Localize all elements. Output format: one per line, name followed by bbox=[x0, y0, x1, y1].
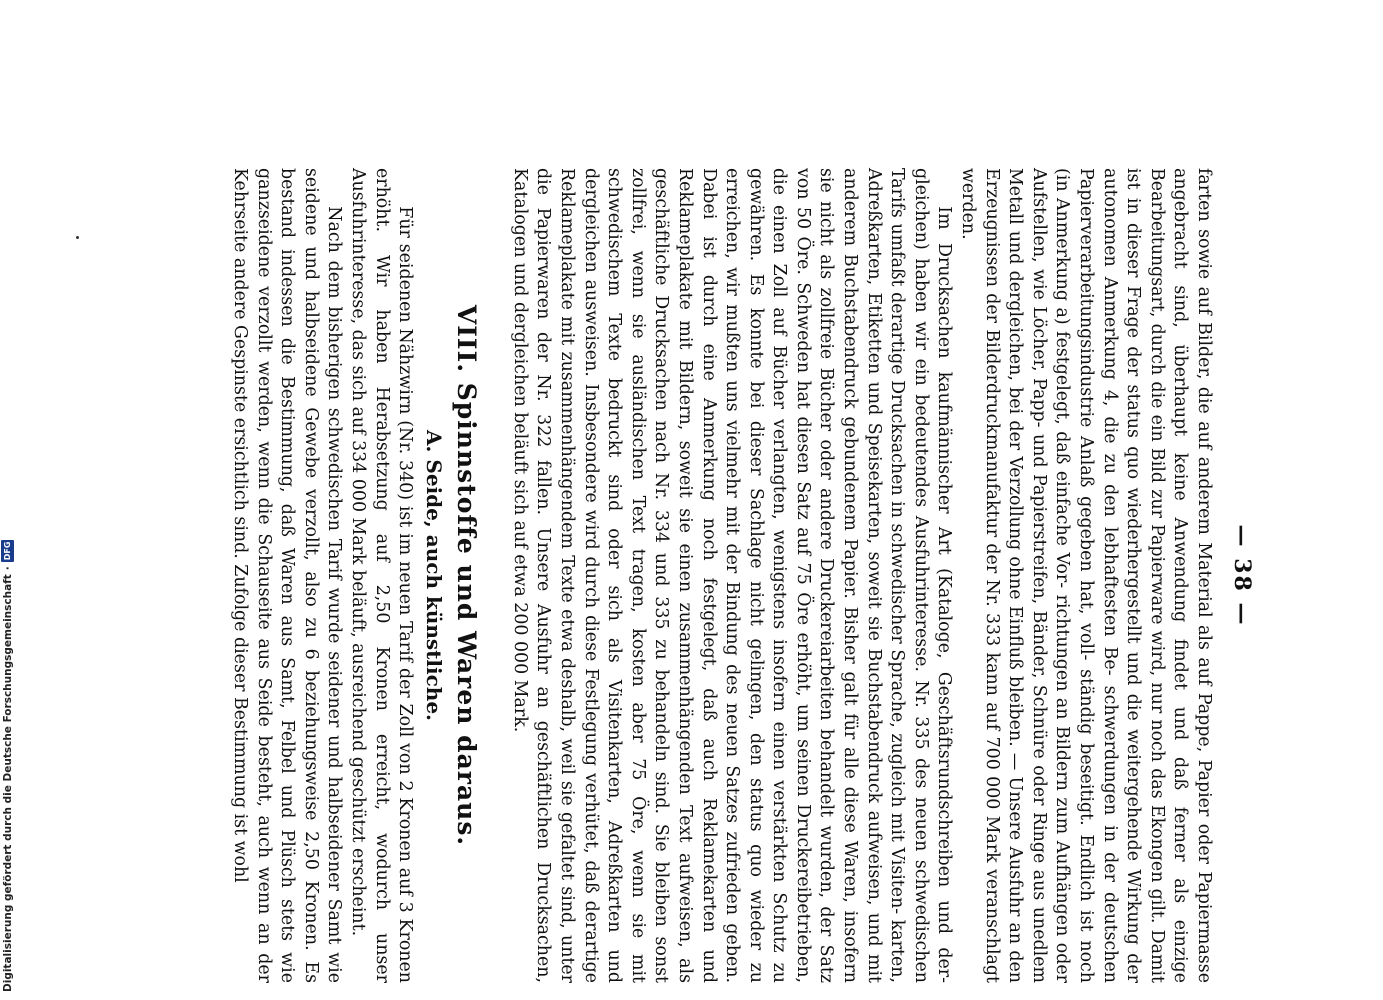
digitization-note: Digitalisierung gefördert durch die Deutsche Forschungsgemeinschaft bbox=[1, 574, 14, 992]
scanned-page bbox=[165, 168, 1255, 983]
subsection-heading: A. Seide, auch künstliche. bbox=[422, 429, 447, 722]
paragraph-naehzwirn: Für seidenen Nähzwirn (Nr. 340) ist im neuen Tarif der Zoll von 2 Kronen auf 3 Kronen erhöht. Wir haben Herabsetzung auf 2,50 Kronen erreicht, wodurch unser Ausfuhrinteresse, das sich auf 334 000 Mark beläuft, ausreichend geschützt erscheint. bbox=[348, 168, 416, 983]
paragraph-drucksachen: Im Drucksachen kaufmännischer Art (Kataloge, Geschäftsrundschreiben und der- gleichen) haben wir ein bedeutendes Ausfuhrinteresse. Nr. 335 des neuen schwedischen Tarifs umfaßt derartige Drucksachen in schwedischer Sprache, zugleich mit Visiten- karten, Adreßkarten, Etiketten und Speisekarten, soweit sie Buchstabendruck aufweisen, und mit anderem Buchstabendruck gebundenem Papier. Bisher galt für alle diese Waren, insofern sie nicht als zollfreie Bücher oder andere Druckereiarbeiten behandelt wurden, der Satz von 50 Öre. Schweden hat diesen Satz auf 75 Öre erhöht, um seinen Druckereibetrieben, die einen Zoll auf Bücher verlangten, wenigstens insofern einen verstärkten Schutz zu gewähren. Es konnte bei dieser Sachlage nicht gelingen, den status quo wieder zu erreichen, wir mußten uns vielmehr mit der Bindung des neuen Satzes zufrieden geben. Dabei ist durch eine Anmerkung noch festgelegt, daß auch Reklamekarten und Reklameplakate mit Bildern, soweit sie einen zusammenhängenden Text aufweisen, als geschäftliche Drucksachen nach Nr. 334 und 335 zu behandeln sind. Sie bleiben sonst zollfrei, wenn sie ausländischen Text tragen, kosten aber 75 Öre, wenn sie mit schwedischem Texte bedruckt sind oder sich als Visitenkarten, Adreßkarten und dergleichen ausweisen. Insbesondere wird durch diese Festlegung verhütet, daß derartige Reklameplakate mit zusammenhängendem Texte etwa deshalb, weil sie gefaltet sind, unter die Papierwaren der Nr. 322 fallen. Unsere Ausfuhr an geschäftlichen Drucksachen, Katalogen und dergleichen beläuft sich auf etwa 200 000 Mark. bbox=[509, 168, 955, 983]
scan-speck bbox=[76, 236, 79, 239]
paragraph-continuation: farten sowie auf Bilder, die auf anderem Material als auf Pappe, Papier oder Papiermasse angebracht sind, überhaupt keine Anwendung findet und daß ferner als einzige Bearbeitungsart, durch die ein Bild zur Papierware wird, nur noch das Ekongen gilt. Damit ist in dieser Frage der status quo wiederhergestellt und die weitergehende Wirkung der autonomen Anmerkung 4, die zu den lebhaftesten Be- schwerdungen in der deutschen Papierverarbeitungsindustrie Anlaß gegeben hat, voll- ständig beseitigt. Endlich ist noch (in Anmerkung a) festgelegt, daß einfache Vor- richtungen an Bildern zum Aufhängen oder Aufstellen, wie Löcher, Papp- und Papierstreifen, Bänder, Schnüre oder Ringe aus unedlem Metall und dergleichen, bei der Verzollung ohne Einfluß bleiben. — Unsere Ausfuhr an den Erzeugnissen der Bilderdruckmanufaktur der Nr. 333 kann auf 700 000 Mark veranschlagt werden. bbox=[958, 168, 1214, 983]
paragraph-samt: Nach dem bisherigen schwedischen Tarif wurde seidener und halbseidener Samt wie seidene und halbseidene Gewebe verzollt, also zu 6 beziehungsweise 2,50 Kronen. Es bestand indessen die Bestimmung, daß Waren aus Samt, Felbel und Plüsch stets wie ganzseidene verzollt werden, wenn die Schauseite aus Seide besteht, auch wenn an der Kehrseite andere Gespinste ersichtlich sind. Zufolge dieser Bestimmung ist wohl bbox=[230, 168, 345, 983]
dfg-logo-icon: DFG bbox=[3, 541, 12, 561]
section-heading: VIII. Spinnstoffe und Waren daraus. bbox=[452, 304, 482, 847]
digitization-sidebar bbox=[0, 0, 22, 1000]
page-number-header: — 38 — bbox=[1229, 524, 1255, 627]
digitization-credit: Digitalisierung gefördert durch die Deutsche Forschungsgemeinschaft · DFG bbox=[1, 541, 14, 992]
